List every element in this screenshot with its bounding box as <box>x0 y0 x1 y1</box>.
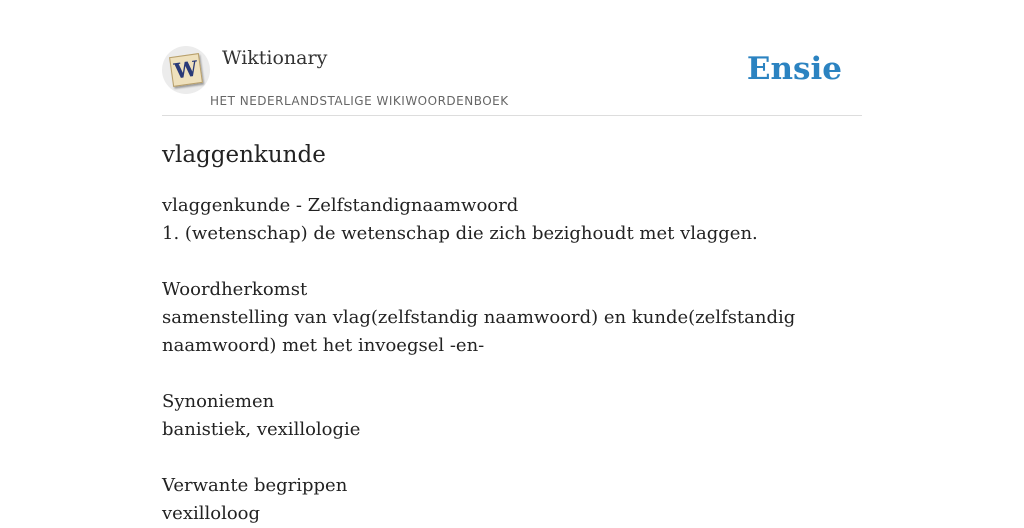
synonyms-text: banistiek, vexillologie <box>162 419 361 440</box>
site-header <box>162 0 862 116</box>
entry-definition: 1. (wetenschap) de wetenschap die zich bezighoudt met vlaggen. <box>162 223 758 244</box>
spacer <box>162 248 802 276</box>
logo-tile <box>169 53 203 87</box>
page-container <box>162 0 862 524</box>
etymology-text: samenstelling van vlag(zelfstandig naamwoord) en kunde(zelfstandig naamwoord) met het invoegsel -en- <box>162 307 796 356</box>
wiktionary-logo-icon[interactable] <box>162 46 210 94</box>
related-heading: Verwante begrippen <box>162 475 348 496</box>
site-tagline: HET NEDERLANDSTALIGE WIKIWOORDENBOEK <box>210 94 509 108</box>
ensie-logo[interactable]: Ensie <box>746 51 842 87</box>
logo-letter: W <box>172 55 200 84</box>
etymology-heading: Woordherkomst <box>162 279 308 300</box>
related-text: vexilloloog <box>162 503 261 524</box>
synonyms-heading: Synoniemen <box>162 391 275 412</box>
site-name[interactable]: Wiktionary <box>222 47 328 69</box>
entry-headline: vlaggenkunde - Zelfstandignaamwoord <box>162 195 519 216</box>
entry-content <box>162 192 802 528</box>
spacer <box>162 444 802 472</box>
spacer <box>162 360 802 388</box>
page-title: vlaggenkunde <box>162 142 326 168</box>
